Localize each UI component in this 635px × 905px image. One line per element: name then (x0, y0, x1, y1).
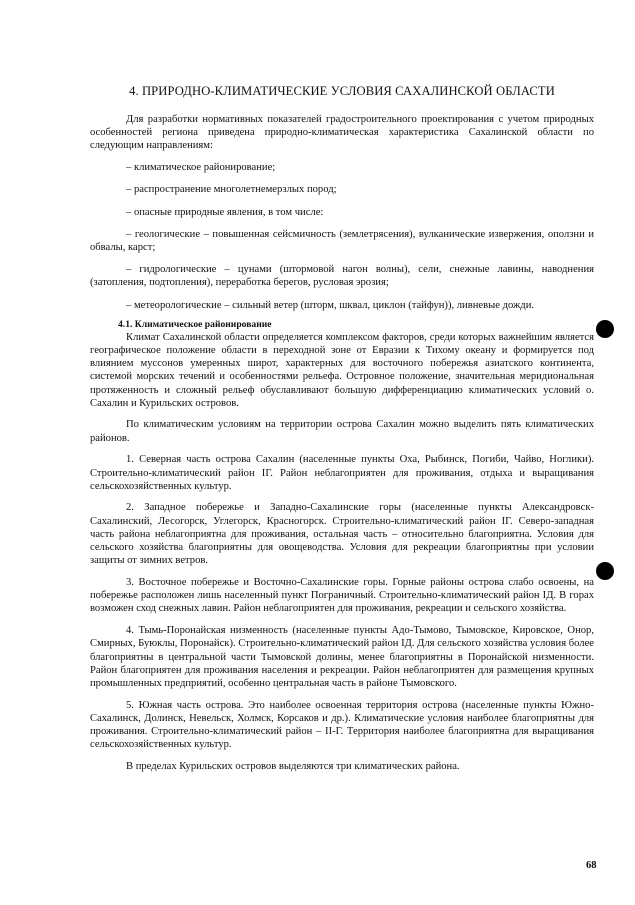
section-subheading: 4.1. Климатическое районирование (118, 318, 272, 330)
body-paragraph: 4. Тымь-Поронайская низменность (населенные пункты Адо-Тымово, Тымовское, Кировское, Онор, Смирных, Буюклы, Поронайск). Строительно-климатический район IД. Для сельского хозяйства условия более благоприятны в центральной части Тымовской долины, менее благоприятны в Поронайской низменности. Район благоприятен для проживания населения и рекреации. Район неблагоприятен для размещения крупных промышленных предприятий, особенно центральная часть в районе Тымовского. (90, 625, 594, 689)
document-page (90, 84, 594, 782)
list-item: – гидрологические – цунами (штормовой нагон волны), сели, снежные лавины, наводнения (затопления, подтопления), переработка берегов, русловая эрозия; (90, 264, 594, 289)
intro-paragraph: Для разработки нормативных показателей градостроительного проектирования с учетом природных особенностей региона приведена природно-климатическая характеристика Сахалинской области по следующим направлениям: (90, 114, 594, 152)
body-paragraph: 1. Северная часть острова Сахалин (населенные пункты Оха, Рыбинск, Погиби, Чайво, Ноглики). Строительно-климатический район IГ. Район неблагоприятен для проживания, отдыха и выращивания сельскохозяйственных культур. (90, 454, 594, 492)
list-item: – метеорологические – сильный ветер (шторм, шквал, циклон (тайфун)), ливневые дожди. (126, 299, 535, 311)
body-paragraph: По климатическим условиям на территории острова Сахалин можно выделить пять климатических районов. (90, 419, 594, 444)
page-number: 68 (586, 860, 597, 871)
list-item: – климатическое районирование; (126, 162, 276, 174)
body-paragraph: 5. Южная часть острова. Это наиболее освоенная территория острова (населенные пункты Южно-Сахалинск, Долинск, Невельск, Холмск, Корсаков и др.). Климатические условия наиболее благоприятны для проживания. Строительно-климатический район – II-Г. Территория наиболее благоприятна для выращивания сельскохозяйственных культур. (90, 699, 594, 751)
body-paragraph: 2. Западное побережье и Западно-Сахалинские горы (населенные пункты Александровск-Сахалинский, Лесогорск, Углегорск, Красногорск. Строительно-климатический район IГ. Северо-западная часть района неблагоприятна для проживания, остальная часть – относительно благоприятна. Условия для сельского хозяйства благоприятны для овощеводства. Условия для рекреации благоприятны при условии защиты от зимних ветров. (90, 502, 594, 567)
body-paragraph: В пределах Курильских островов выделяются три климатических района. (126, 760, 460, 772)
list-item: – опасные природные явления, в том числе: (126, 206, 324, 218)
punch-hole (596, 320, 614, 338)
punch-hole (596, 562, 614, 580)
list-item: – распространение многолетнемерзлых пород; (126, 184, 337, 196)
body-paragraph: Климат Сахалинской области определяется комплексом факторов, среди которых важнейшим является географическое положение области в переходной зоне от Евразии к Тихому океану и формируется под влиянием муссонов умеренных широт, характерных для восточного побережья азиатского континента, системой морских течений и особенностями рельефа. Островное положение, значительная меридиональная протяженность и сложный рельеф обуславливают большую дифференциацию климатических условий о. Сахалин и Курильских островов. (90, 331, 594, 409)
page-title: 4. ПРИРОДНО-КЛИМАТИЧЕСКИЕ УСЛОВИЯ САХАЛИНСКОЙ ОБЛАСТИ (129, 84, 555, 98)
body-paragraph: 3. Восточное побережье и Восточно-Сахалинские горы. Горные районы острова слабо освоены, на побережье расположен лишь населенный пункт Пограничный. Строительно-климатический район IД. В горах возможен сход снежных лавин. Район неблагоприятен для проживания, рекреации и сельского хозяйства. (90, 576, 594, 615)
list-item: – геологические – повышенная сейсмичность (землетрясения), вулканические извержения, оползни и обвалы, карст; (90, 228, 594, 253)
